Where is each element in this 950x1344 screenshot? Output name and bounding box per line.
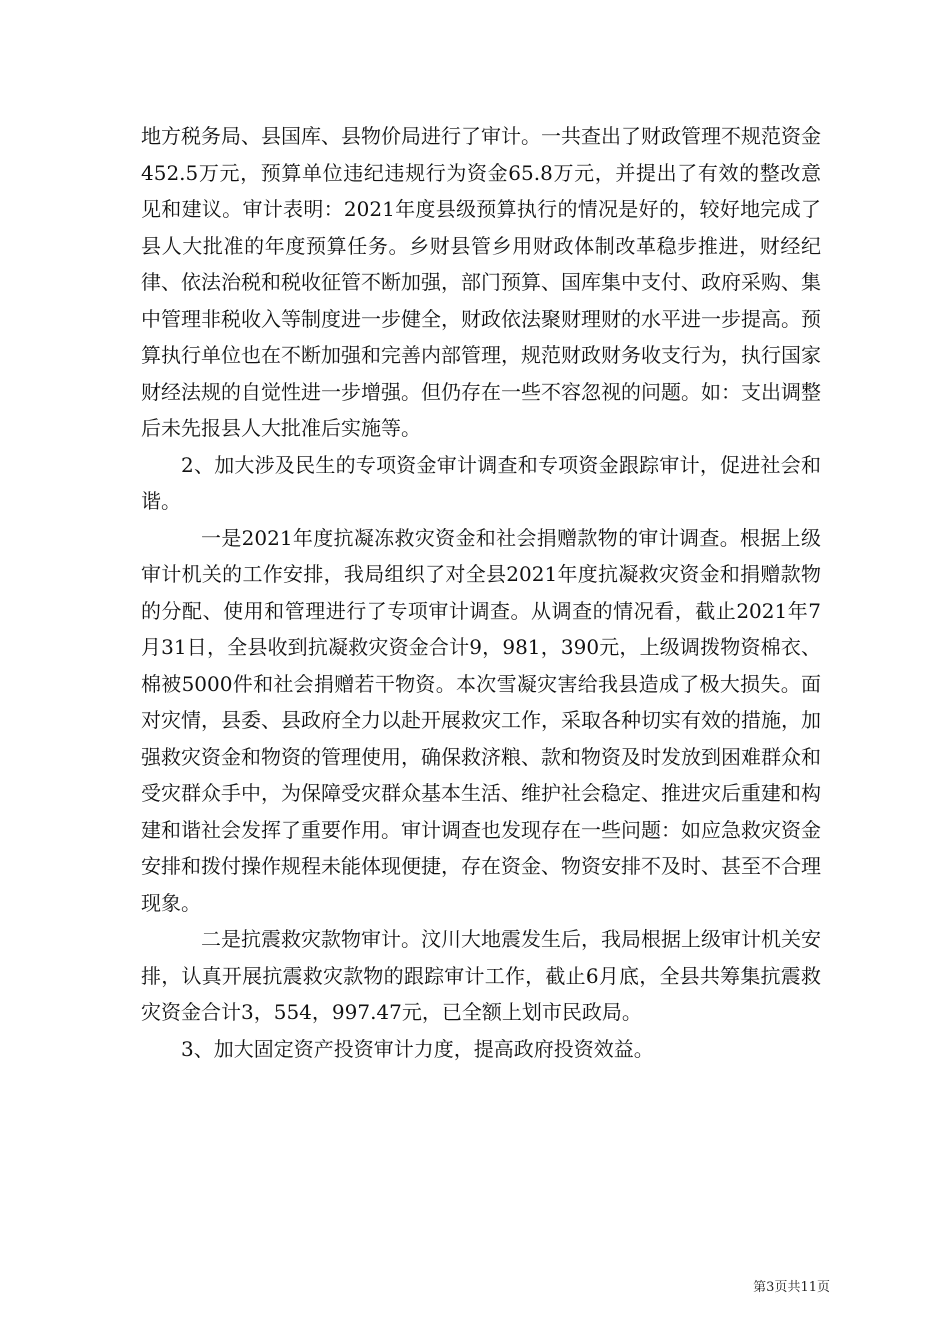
document-body: [141, 118, 821, 1067]
paragraph-heading-2: 2、加大涉及民生的专项资金审计调查和专项资金跟踪审计，促进社会和谐。: [141, 452, 821, 513]
paragraph-earthquake-relief: 二是抗震救灾款物审计。汶川大地震发生后，我局根据上级审计机关安排，认真开展抗震救灾款物的跟踪审计工作，截止6月底，全县共筹集抗震救灾资金合计3，554，997.47元，已全额上划市民政局。: [141, 927, 821, 1024]
paragraph-heading-3: 3、加大固定资产投资审计力度，提高政府投资效益。: [181, 1036, 654, 1061]
paragraph-tax-audit: 地方税务局、县国库、县物价局进行了审计。一共查出了财政管理不规范资金452.5万元，预算单位违纪违规行为资金65.8万元，并提出了有效的整改意见和建议。审计表明：2021年度县级预算执行的情况是好的，较好地完成了县人大批准的年度预算任务。乡财县管乡用财政体制改革稳步推进，财经纪律、依法治税和税收征管不断加强，部门预算、国库集中支付、政府采购、集中管理非税收入等制度进一步健全，财政依法聚财理财的水平进一步提高。预算执行单位也在不断加强和完善内部管理，规范财政财务收支行为，执行国家财经法规的自觉性进一步增强。但仍存在一些不容忽视的问题。如：支出调整后未先报县人大批准后实施等。: [141, 124, 821, 440]
paragraph-freeze-relief: 一是2021年度抗凝冻救灾资金和社会捐赠款物的审计调查。根据上级审计机关的工作安排，我局组织了对全县2021年度抗凝救灾资金和捐赠款物的分配、使用和管理进行了专项审计调查。从调查的情况看，截止2021年7月31日，全县收到抗凝救灾资金合计9，981，390元，上级调拨物资棉衣、棉被5000件和社会捐赠若干物资。本次雪凝灾害给我县造成了极大损失。面对灾情，县委、县政府全力以赴开展救灾工作，采取各种切实有效的措施，加强救灾资金和物资的管理使用，确保救济粮、款和物资及时发放到困难群众和受灾群众手中，为保障受灾群众基本生活、维护社会稳定、推进灾后重建和构建和谐社会发挥了重要作用。审计调查也发现存在一些问题：如应急救灾资金安排和拨付操作规程未能体现便捷，存在资金、物资安排不及时、甚至不合理现象。: [141, 525, 821, 915]
page-number: 第3页共11页: [753, 1280, 830, 1295]
